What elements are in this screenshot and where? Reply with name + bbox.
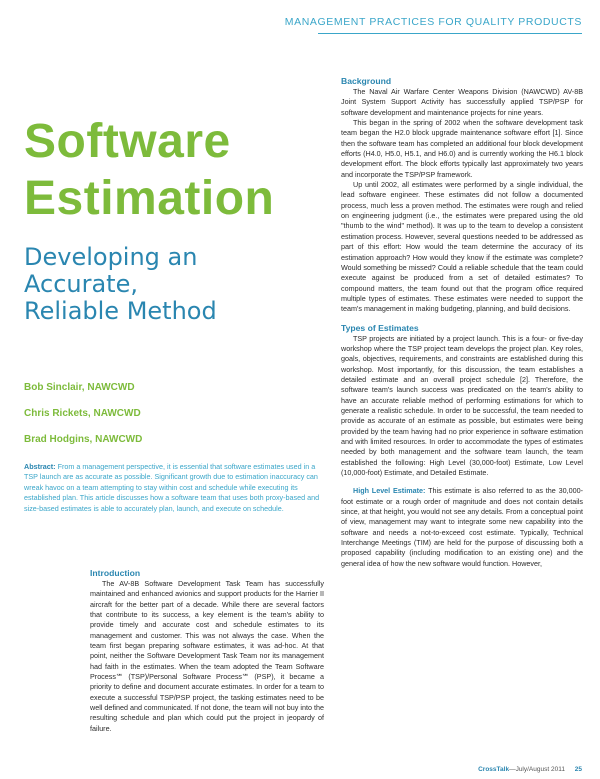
abstract-text: From a management perspective, it is essential that software estimates used in a TSP launch are as accurate as possible. Significant growth due to estimation inaccuracy can wreak havoc on a team attempting to stay within cost and schedule while executing its established plan. This article discusses how a software team that uses both proxy-based and size-based estimates is able to accurately plan, launch, and execute on schedule. [24,462,320,513]
introduction-heading: Introduction [90,568,141,578]
types-paragraph: TSP projects are initiated by a project launch. This is a four- or five-day workshop where the TSP project team develops the project plan. Key roles, goals, objectives, requirements, and constraints are established during this workshop. Most importantly, for this discussion, the team establishes a detailed estimate and an overall project schedule [2]. Therefore, the software team's launch success was predicated on the team's ability to have an accurate reliable method of performing estimations for which to generate a realistic schedule. In order to be successful, the team needed to provide as accurate of an estimate as possible, but estimates were being provided by the team having had no prior experience in software estimation and with limited resources. In order to accommodate the types of estimates needed by both management and the software team launch, the team established the following: High Level (30,000-foot) Estimate, Low Level (10,000-foot) Estimate, and Detailed Estimate. [341,333,583,478]
high-level-text: This estimate is also referred to as the 30,000-foot estimate or a rough order of magnitude and does not contain details since, at that height, you would not see any details. From a conceptual point of view, management may want to integrate some new capability into the software and needs a not-to-exceed cost estimate. Typically, Technical Interchange Meetings (TIM) are held for the purpose of discussing both a proposed capability (including modification to an existing one) and the general idea of how the new software would function. However, [341,486,584,568]
background-paragraph: Up until 2002, all estimates were performed by a single individual, the lead software engineer. These estimates did not follow a documented process, much less a proven method. The estimates were rough and relied on engineering judgment (i.e., the estimates were prepared using the old "thumb to the wind" method). It was up to the team to develop a consistent estimation process. However, several questions needed to be addressed as part of this effort: How would the team determine the accuracy of its estimation approach? How would they know if the estimate was complete? Would something be missed? Could a reliable schedule that the team could execute against be produced from a set of detailed estimates? To compound matters, the team found out that the program office required multiple types of estimates. These estimates were needed to support the team's management in making budgeting, planning, and build decisions. [341,180,583,314]
left-column [90,568,324,734]
right-column [341,76,583,569]
subtitle [24,244,324,325]
introduction-paragraph: The AV-8B Software Development Task Team has successfully maintained and enhanced avionics and support products for the Harrier II aircraft for the better part of a decade. While there are several factors that contribute to its success, a key element is the team's ability to provide timely and accurate cost and schedule estimates to its management and customer. This was not always the case. When the team first began preparing software estimates, it was ad-hoc. At that point, neither the Software Development Task Team nor its management had faith in the estimates. When the team adopted the Team Software Process℠ (TSP)/Personal Software Process℠ (PSP), it became a priority to define and document accurate estimates. In order for a team to execute a successful TSP/PSP project, the tasking estimates need to be well defined and communicated. If not done, the team will not buy into the resulting schedule and plan which could put the project in jeopardy of failure. [90,579,324,733]
author: Bob Sinclair, NAWCWD [24,382,135,393]
publication-name: CrossTalk [478,766,510,773]
high-level-label: High Level Estimate: [353,486,426,496]
title-line-1: Software [24,115,231,168]
author: Brad Hodgins, NAWCWD [24,434,143,445]
header-rule [318,33,582,34]
footer [478,766,582,773]
subtitle-line-3: Reliable Method [24,297,217,325]
abstract [24,462,324,514]
subtitle-line-1: Developing an [24,243,198,271]
subtitle-line-2: Accurate, [24,270,138,298]
background-paragraph: The Naval Air Warfare Center Weapons Division (NAWCWD) AV-8B Joint System Support Activity has successfully applied TSP/PSP for software development and maintenance projects for nine years. [341,87,583,117]
high-level-paragraph [341,486,583,569]
section-header: MANAGEMENT PRACTICES FOR QUALITY PRODUCTS [284,16,582,28]
author: Chris Rickets, NAWCWD [24,408,141,419]
types-heading: Types of Estimates [341,322,419,333]
background-heading: Background [341,76,392,86]
abstract-label: Abstract: [24,462,56,471]
background-paragraph: This began in the spring of 2002 when the software development task team began the H2.0 block upgrade maintenance software effort [1]. Since then the software team has completed an additional four block development efforts (H4.0, H5.0, H5.1, and H6.0) and is currently working the H6.1 block development effort. The block efforts typically last approximately two years and incorporate the TSP/PSP framework. [341,118,583,179]
issue-date: —July/August 2011 [509,766,565,773]
title-line-2: Estimation [24,172,275,225]
page-number: 25 [574,766,582,773]
